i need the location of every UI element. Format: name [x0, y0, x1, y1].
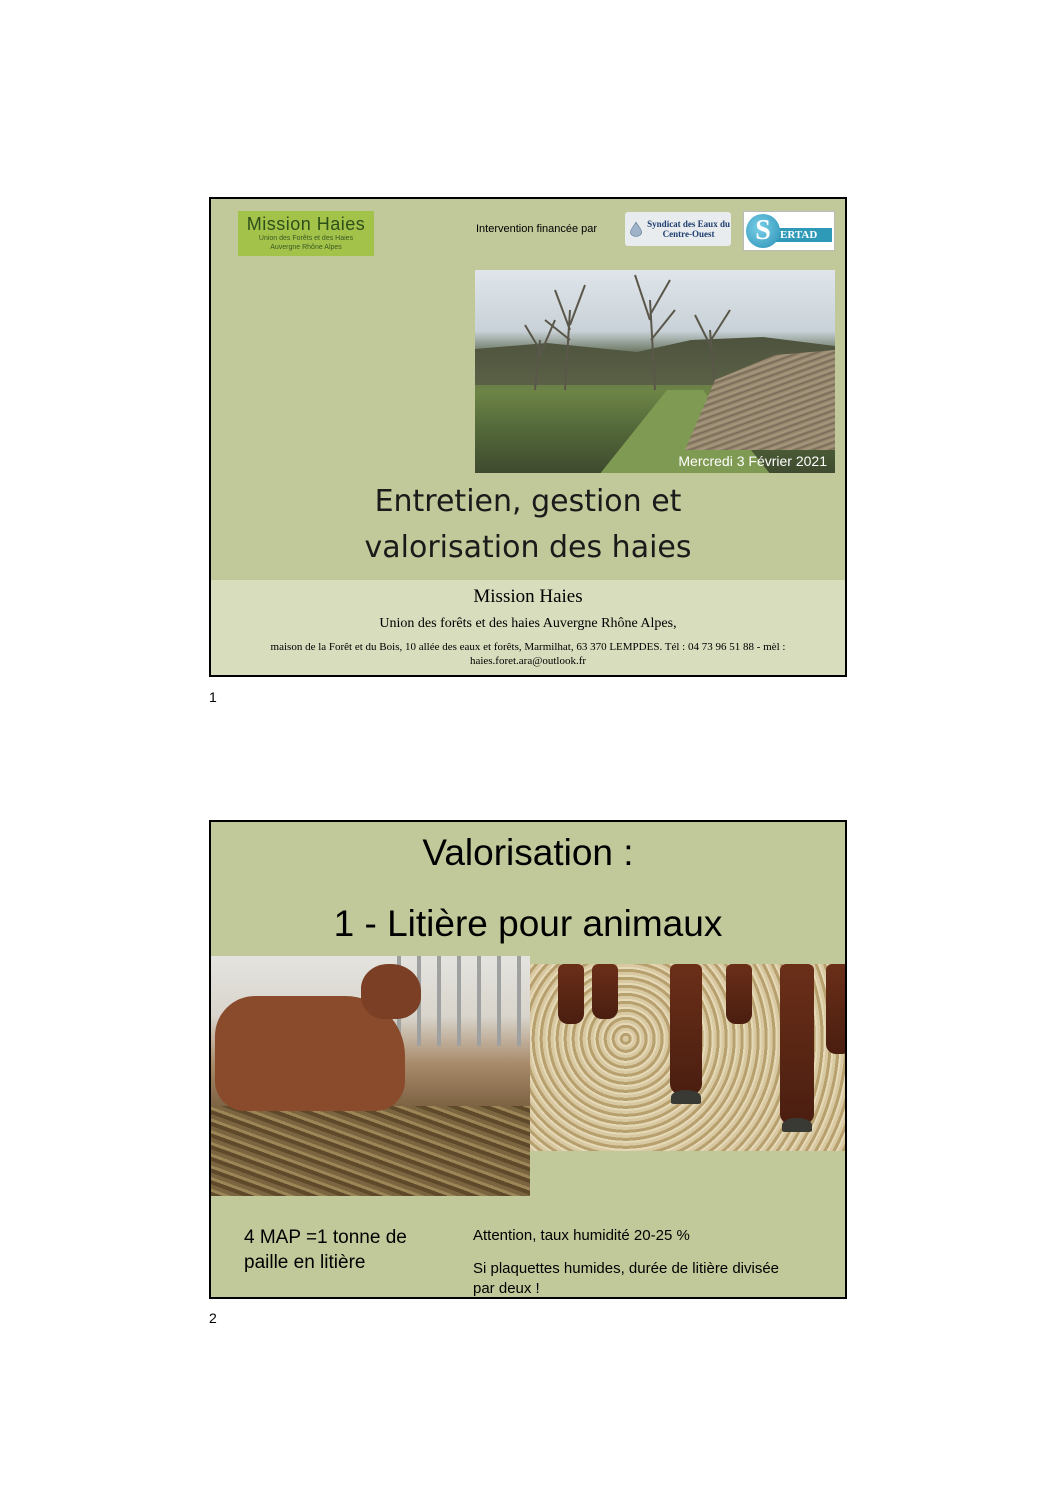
- wood-chip-litter-photo: [530, 964, 847, 1151]
- humidity-warning: Attention, taux humidité 20-25 %: [473, 1227, 690, 1244]
- cow-on-litter-photo: [211, 956, 530, 1196]
- animal-hoof: [782, 1118, 812, 1132]
- hedge-field-photo: [475, 270, 835, 473]
- humidity-notes: [473, 1226, 793, 1299]
- sertad-letter: S: [746, 214, 780, 248]
- photo-date: Mercredi 3 Février 2021: [678, 453, 827, 469]
- footer-union: Union des forêts et des haies Auvergne Rhône Alpes,: [379, 616, 677, 631]
- sertad-logo: [743, 211, 835, 251]
- straw-litter: [211, 1106, 530, 1196]
- title-line-2: 1 - Litière pour animaux: [333, 903, 723, 944]
- water-drop-icon: [628, 216, 644, 242]
- footer-org: Mission Haies: [473, 586, 583, 607]
- title-line-1: Entretien, gestion et: [374, 484, 682, 519]
- animal-hoof: [671, 1090, 701, 1104]
- funding-label: Intervention financée par: [476, 223, 598, 235]
- logo-subtitle-1: Union des Forêts et des Haies: [258, 235, 354, 242]
- animal-leg: [670, 964, 702, 1094]
- syndicat-eaux-logo: [625, 212, 731, 246]
- humid-chips-warning: Si plaquettes humides, durée de litière divisée par deux !: [473, 1260, 780, 1297]
- slide-1: [209, 197, 847, 677]
- syndicat-eaux-text: Syndicat des Eaux du Centre-Ouest: [647, 219, 730, 239]
- map-equivalence-note: 4 MAP =1 tonne de paille en litière: [244, 1227, 407, 1273]
- logo-title: Mission Haies: [246, 214, 366, 234]
- animal-leg: [780, 964, 814, 1124]
- mission-haies-logo: [238, 211, 374, 256]
- slide-2-title: [211, 826, 845, 951]
- sertad-text: ERTAD: [770, 228, 832, 242]
- cow-head: [361, 964, 421, 1019]
- animal-leg: [558, 964, 584, 1024]
- title-line-2: valorisation des haies: [364, 530, 692, 565]
- animal-leg: [826, 964, 847, 1054]
- title-line-1: Valorisation :: [422, 832, 634, 873]
- slide-1-footer: [211, 580, 845, 677]
- page-number-1: 1: [209, 689, 217, 705]
- animal-leg: [726, 964, 752, 1024]
- footer-address: maison de la Forêt et du Bois, 10 allée des eaux et forêts, Marmilhat, 63 370 LEMPDES. Tél : 04 73 96 51 88 - mèl : haies.foret.ara@outlook.fr: [270, 641, 786, 667]
- page-number-2: 2: [209, 1310, 217, 1326]
- logo-subtitle-2: Auvergne Rhône Alpes: [270, 244, 342, 251]
- slide-2: [209, 820, 847, 1299]
- slide-1-title: [211, 479, 845, 571]
- animal-leg: [592, 964, 618, 1019]
